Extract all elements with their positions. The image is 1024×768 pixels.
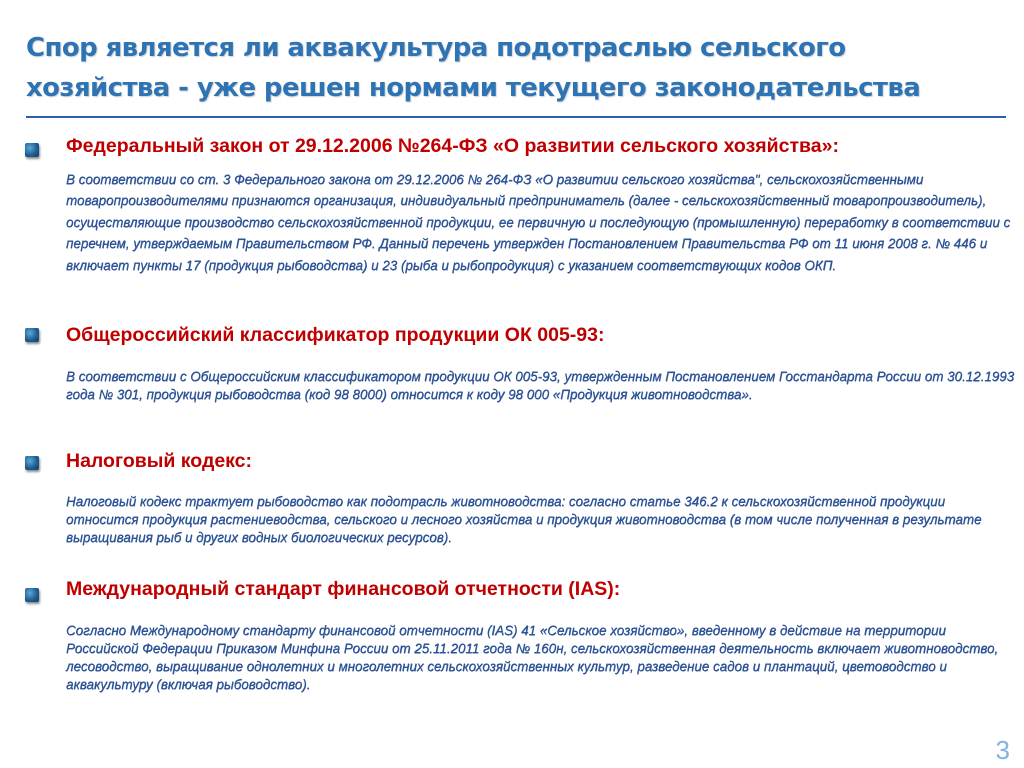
- section-heading: Международный стандарт финансовой отчетности (IAS):: [66, 578, 621, 600]
- title-divider: [26, 116, 1006, 118]
- section-body: В соответствии со ст. 3 Федерального закона от 29.12.2006 № 264-ФЗ «О развитии сельского хозяйства", сельскохозяйственными товаропроизводителями признаются организация, индивидуальный предприниматель (далее - сельскохозяйственный товаропроизводитель), осуществляющие производство сельскохозяйственной продукции, ее первичную и последующую (промышленную) переработку в соответствии с перечнем, утверждаемым Правительством РФ. Данный перечень утвержден Постановлением Правительства РФ от 11 июня 2008 г. № 446 и включает пункты 17 (продукция рыбоводства) и 23 (рыба и рыбопродукция) с указанием соответствующих кодов ОКП.: [66, 172, 1011, 273]
- section-heading: Налоговый кодекс:: [66, 450, 253, 472]
- section-body: Налоговый кодекс трактует рыбоводство как подотрасль животноводства: согласно статье 346.2 к сельскохозяйственной продукции относится продукция растениеводства, сельского и лесного хозяйства и продукция животноводства (в том числе полученная в результате выращивания рыб и других водных биологических ресурсов).: [66, 494, 982, 545]
- page-number: 3: [995, 735, 1010, 765]
- section-heading: Федеральный закон от 29.12.2006 №264-ФЗ «О развитии сельского хозяйства»:: [66, 135, 839, 157]
- slide-title: Спор является ли аквакультура подотраслью сельского хозяйства - уже решен нормами текущего законодательства: [26, 33, 921, 103]
- square-bullet-icon: [25, 588, 39, 602]
- section-body: Согласно Международному стандарту финансовой отчетности (IAS) 41 «Сельское хозяйство», введенному в действие на территории Российской Федерации Приказом Минфина России от 25.11.2011 года № 160н, сельскохозяйственная деятельность включает животноводство, лесоводство, выращивание однолетних и многолетних сельскохозяйственных культур, разведение садов и плантаций, цветоводство и аквакультуру (включая рыбоводство).: [66, 623, 999, 692]
- square-bullet-icon: [25, 456, 39, 470]
- square-bullet-icon: [25, 328, 39, 342]
- section-body: В соответствии с Общероссийским классификатором продукции ОК 005-93, утвержденным Постановлением Госстандарта России от 30.12.1993 года № 301, продукция рыбоводства (код 98 8000) относится к коду 98 000 «Продукция животноводства».: [66, 369, 1015, 402]
- section-heading: Общероссийский классификатор продукции ОК 005-93:: [66, 324, 605, 346]
- square-bullet-icon: [25, 143, 39, 157]
